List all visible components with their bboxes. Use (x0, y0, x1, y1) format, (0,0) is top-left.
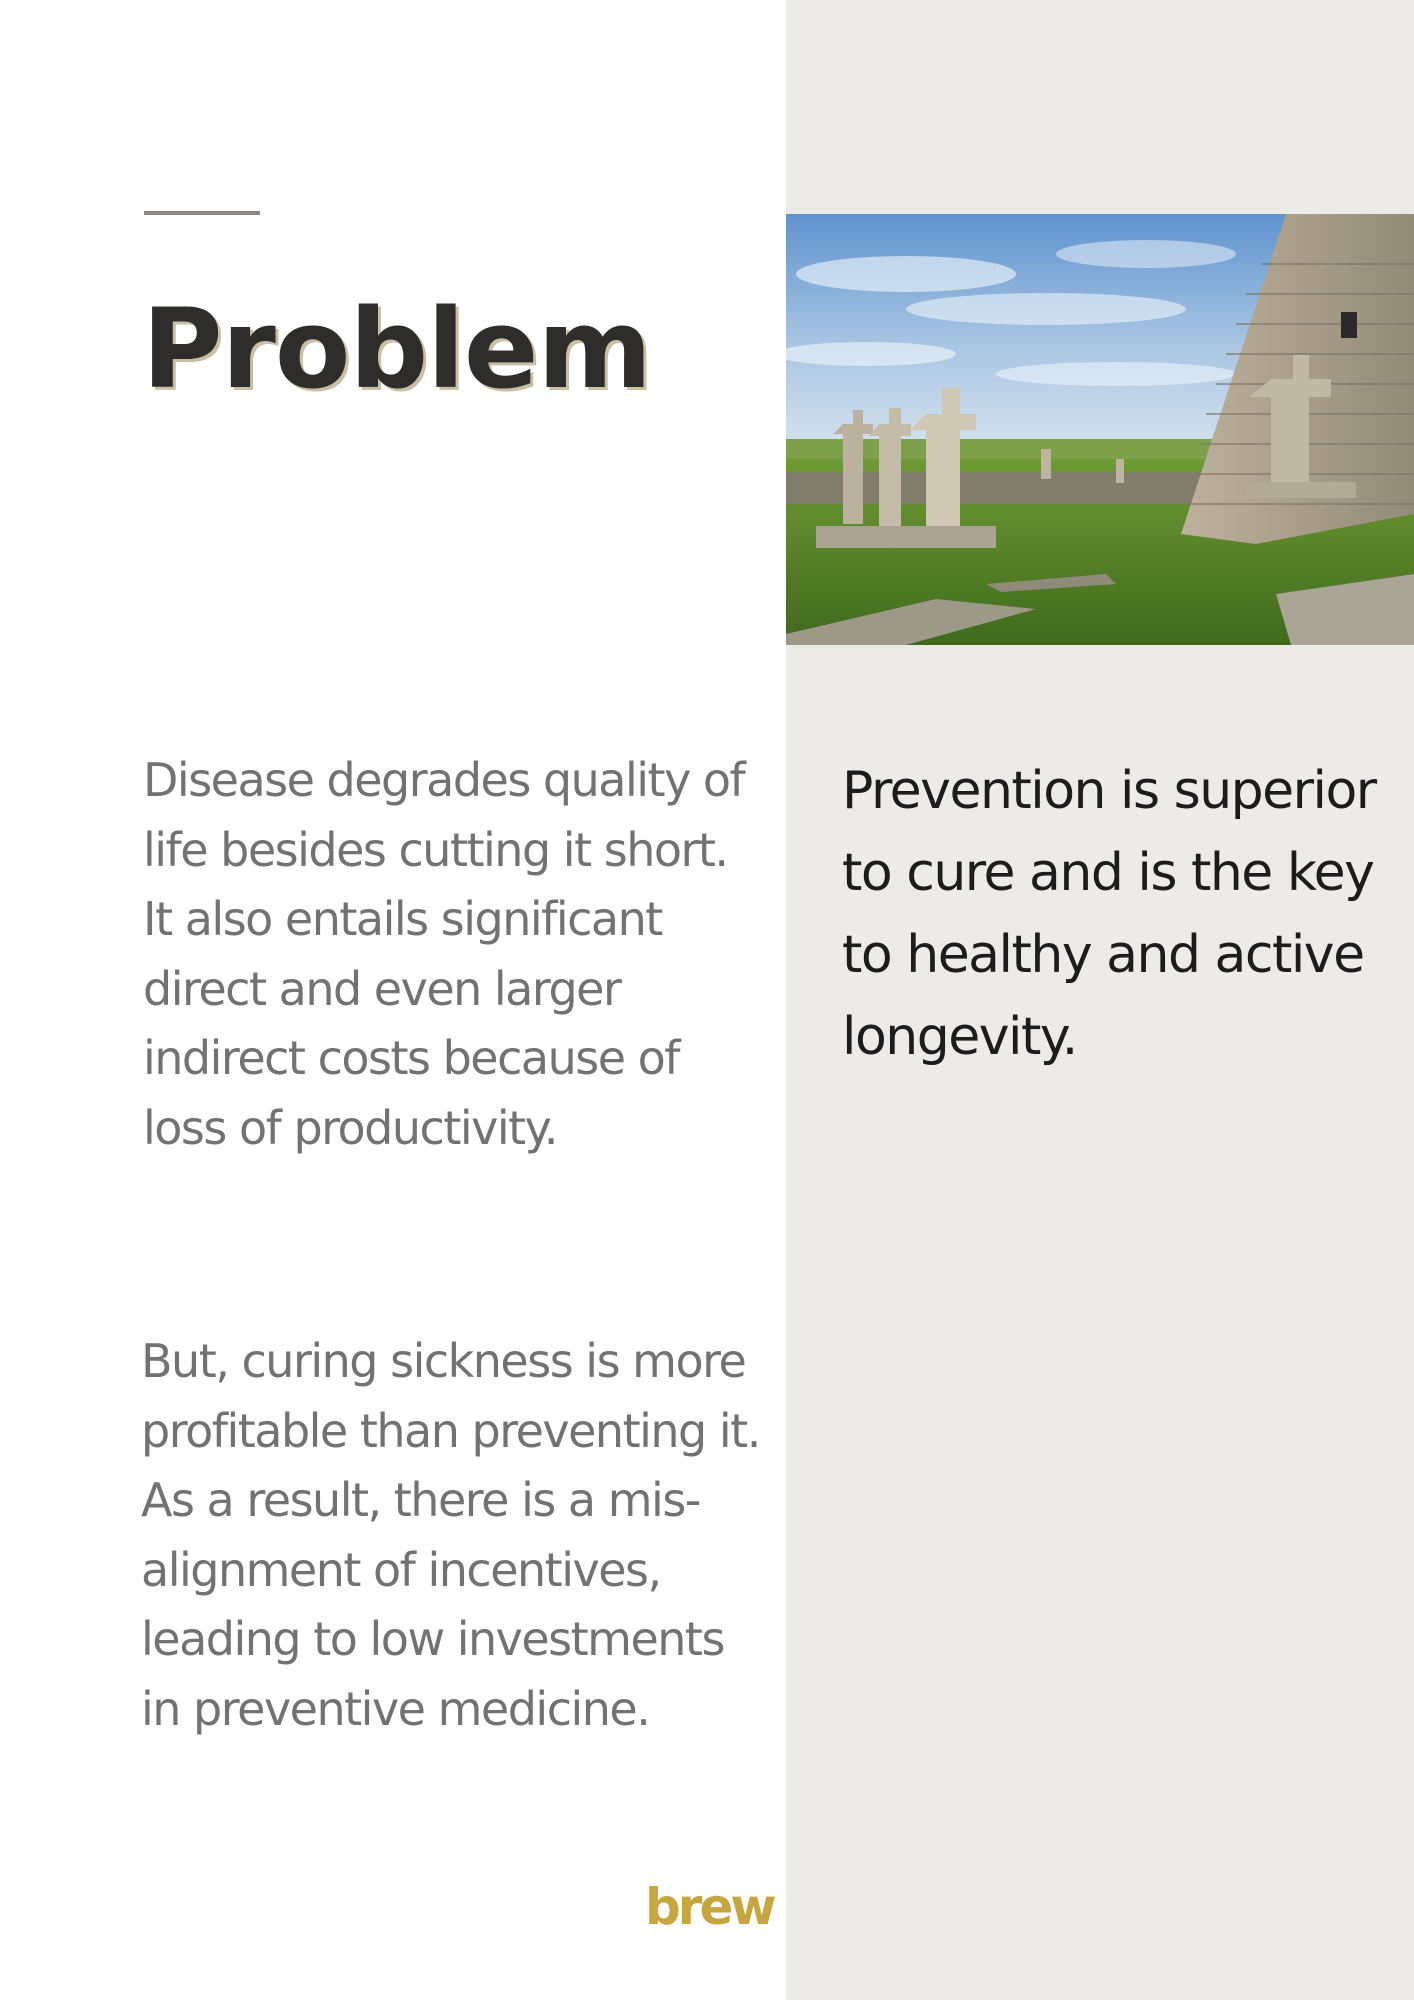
page-title: Problem (142, 285, 652, 413)
problem-paragraph-1: Disease degrades quality of life besides cutting it short. It also entails significant direct and even larger indirect costs because of loss of productivity. (143, 753, 745, 1155)
graveyard-photo (786, 214, 1414, 645)
problem-paragraph-2: But, curing sickness is more profitable than preventing it. As a result, there is a mis-alignment of incentives, leading to low investments in preventive medicine. (141, 1334, 760, 1736)
accent-rule (144, 211, 260, 215)
brew-logo: brew (645, 1878, 774, 1936)
key-quote: Prevention is superior to cure and is the key to healthy and active longevity. (842, 761, 1376, 1067)
